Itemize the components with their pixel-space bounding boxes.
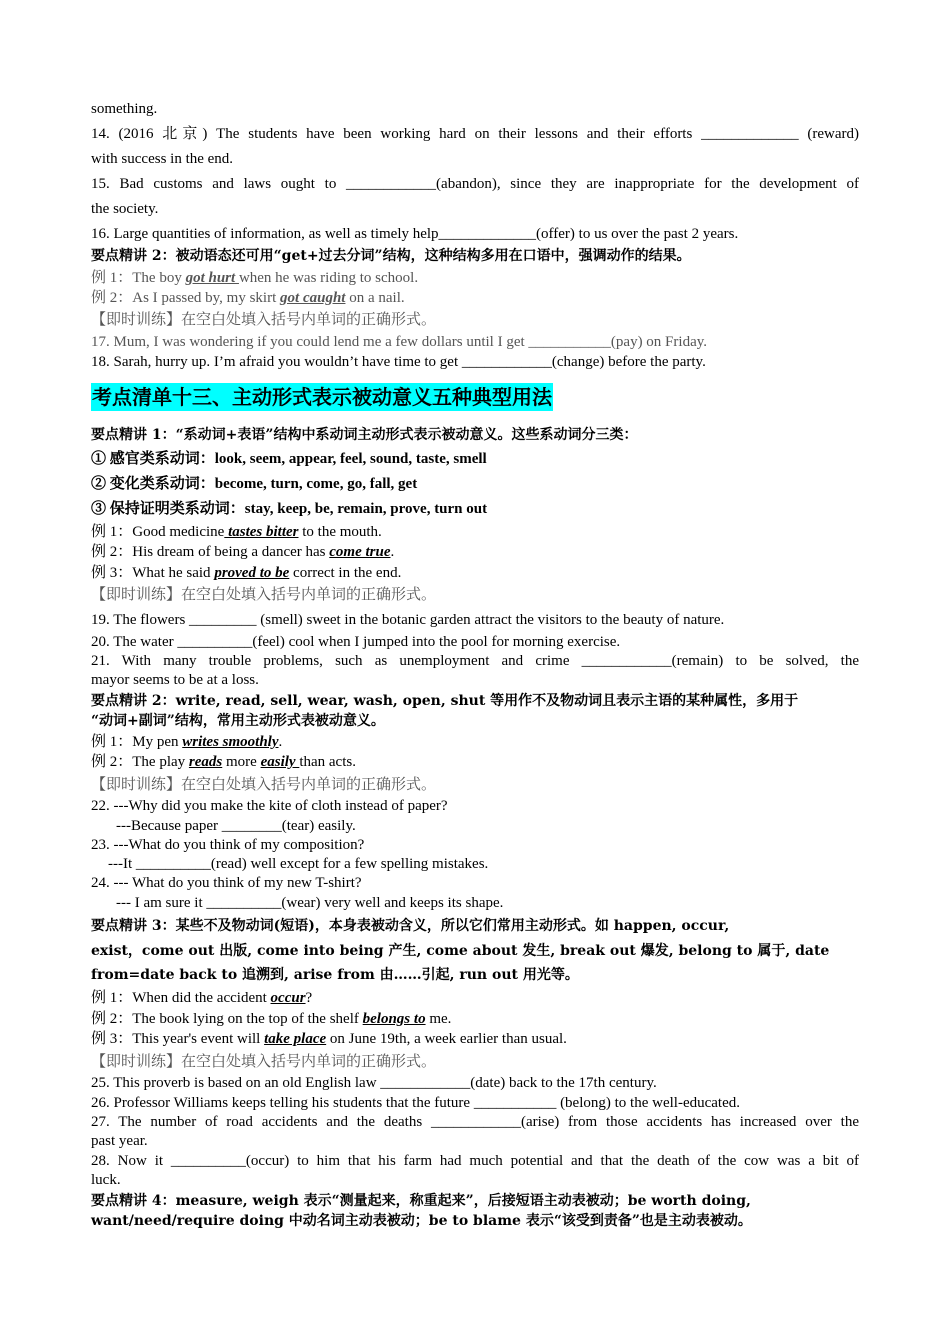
example-text: 例 3：What he said bbox=[91, 565, 215, 581]
example-text: me. bbox=[425, 1011, 452, 1027]
s13-p2-example-1 bbox=[91, 733, 859, 752]
section13-key-point-2-cont: “动词+副词”结构，常用主动形式表被动意义。 bbox=[91, 713, 385, 729]
example-text: 例 1：When did the accident bbox=[91, 990, 271, 1006]
highlight-phrase: take place bbox=[264, 1031, 327, 1047]
question-19: 19. The flowers _________ (smell) sweet in the botanic garden attract the visitors to the beauty of nature. bbox=[91, 612, 725, 628]
s13-example-1 bbox=[91, 523, 859, 542]
example-text: when he was riding to school. bbox=[238, 270, 419, 286]
highlight-phrase: tastes bitter bbox=[224, 524, 299, 540]
highlight-phrase: proved to be bbox=[214, 565, 290, 581]
question-14: 14. (2016 北京) The students have been working hard on their lessons and their efforts _____________ (reward) bbox=[91, 126, 859, 142]
linking-verb-sense: ① 感官类系动词：look, seem, appear, feel, sound, taste, smell bbox=[91, 451, 487, 467]
section-title: 考点清单十三、主动形式表示被动意义五种典型用法 bbox=[92, 385, 552, 409]
example-get-2 bbox=[91, 289, 859, 308]
highlight-phrase: writes smoothly bbox=[182, 734, 279, 750]
s13-p3-example-2 bbox=[91, 1010, 859, 1029]
question-18: 18. Sarah, hurry up. I’m afraid you wouldn’t have time to get ____________(change) before the party. bbox=[91, 354, 706, 370]
section13-key-point-3: 要点精讲 3：某些不及物动词(短语)，本身表被动含义，所以它们常用主动形式。如 happen, occur, bbox=[91, 918, 730, 934]
s13-example-2 bbox=[91, 543, 859, 562]
linking-verb-keep: ③ 保持证明类系动词：stay, keep, be, remain, prove, turn out bbox=[91, 501, 488, 517]
example-text: 例 2：As I passed by, my skirt bbox=[91, 290, 281, 306]
question-24: 24. --- What do you think of my new T-shirt? bbox=[91, 875, 362, 891]
question-27: 27. The number of road accidents and the deaths ____________(arise) from those accidents has increased over the bbox=[91, 1114, 859, 1130]
highlight-phrase: got hurt bbox=[185, 270, 239, 286]
question-15: 15. Bad customs and laws ought to ____________(abandon), since they are inappropriate for the development of bbox=[91, 176, 859, 192]
section13-key-point-4: 要点精讲 4：measure, weigh 表示“测量起来，称重起来”，后接短语主动表被动；be worth doing, bbox=[91, 1193, 751, 1209]
question-21: 21. With many trouble problems, such as unemployment and crime ____________(remain) to be solved, the bbox=[91, 653, 859, 669]
question-24-answer: --- I am sure it __________(wear) very well and keeps its shape. bbox=[116, 895, 504, 911]
question-14-cont: with success in the end. bbox=[91, 151, 234, 167]
example-text: 例 1：Good medicine bbox=[91, 524, 225, 540]
section13-key-point-3-cont2: from=date back to 追溯到, arise from 由……引起, run out 用光等。 bbox=[91, 967, 579, 983]
highlight-phrase: reads bbox=[188, 754, 223, 770]
example-text: 例 2：The play bbox=[91, 754, 189, 770]
key-point-2-heading: 要点精讲 2：被动语态还可用“get+过去分词”结构，这种结构多用在口语中，强调动作的结果。 bbox=[91, 248, 691, 264]
example-text: 例 1：The boy bbox=[91, 270, 186, 286]
practice-label: 【即时训练】在空白处填入括号内单词的正确形式。 bbox=[91, 777, 437, 793]
question-15-cont: the society. bbox=[91, 201, 159, 217]
question-22: 22. ---Why did you make the kite of cloth instead of paper? bbox=[91, 798, 448, 814]
example-text: 例 2：His dream of being a dancer has bbox=[91, 544, 330, 560]
question-26: 26. Professor Williams keeps telling his students that the future ___________ (belong) to the well-educated. bbox=[91, 1095, 740, 1111]
example-text: on a nail. bbox=[345, 290, 405, 306]
highlight-phrase: got caught bbox=[280, 290, 346, 306]
section13-key-point-1: 要点精讲 1：“系动词+表语”结构中系动词主动形式表示被动意义。这些系动词分三类： bbox=[91, 427, 638, 443]
section13-key-point-3-cont: exist，come out 出版, come into being 产生, come about 发生, break out 爆发, belong to 属于, date bbox=[91, 943, 830, 959]
question-28-cont: luck. bbox=[91, 1172, 121, 1188]
example-text: . bbox=[390, 544, 395, 560]
section13-key-point-4-cont: want/need/require doing 中动名词主动表被动；be to blame 表示“该受到责备”也是主动表被动。 bbox=[91, 1213, 752, 1229]
practice-label: 【即时训练】在空白处填入括号内单词的正确形式。 bbox=[91, 587, 437, 603]
example-text: 例 1：My pen bbox=[91, 734, 183, 750]
question-28: 28. Now it __________(occur) to him that his farm had much potential and that the death of the cow was a bit of bbox=[91, 1153, 859, 1169]
s13-p2-example-2 bbox=[91, 753, 859, 772]
highlight-phrase: occur bbox=[270, 990, 306, 1006]
highlight-phrase: come true bbox=[329, 544, 391, 560]
question-25: 25. This proverb is based on an old English law ____________(date) back to the 17th century. bbox=[91, 1075, 657, 1091]
question-27-cont: past year. bbox=[91, 1133, 148, 1149]
practice-label: 【即时训练】在空白处填入括号内单词的正确形式。 bbox=[91, 312, 437, 328]
example-text: on June 19th, a week earlier than usual. bbox=[326, 1031, 567, 1047]
section13-key-point-2: 要点精讲 2：write, read, sell, wear, wash, open, shut 等用作不及物动词且表示主语的某种属性，多用于 bbox=[91, 693, 799, 709]
example-text: than acts. bbox=[299, 754, 356, 770]
linking-verb-change: ② 变化类系动词：become, turn, come, go, fall, get bbox=[91, 476, 418, 492]
question-23-answer: ---It __________(read) well except for a few spelling mistakes. bbox=[108, 856, 489, 872]
highlight-phrase: easily bbox=[260, 754, 300, 770]
question-17: 17. Mum, I was wondering if you could lend me a few dollars until I get ___________(pay) on Friday. bbox=[91, 334, 707, 350]
example-text: to the mouth. bbox=[298, 524, 382, 540]
practice-label: 【即时训练】在空白处填入括号内单词的正确形式。 bbox=[91, 1054, 437, 1070]
question-23: 23. ---What do you think of my composition? bbox=[91, 837, 365, 853]
highlight-phrase: belongs to bbox=[362, 1011, 426, 1027]
question-20: 20. The water __________(feel) cool when I jumped into the pool for morning exercise. bbox=[91, 634, 621, 650]
question-22-answer: ---Because paper ________(tear) easily. bbox=[116, 818, 356, 834]
example-text: more bbox=[222, 754, 261, 770]
s13-example-3 bbox=[91, 564, 859, 583]
s13-p3-example-3 bbox=[91, 1030, 859, 1049]
example-text: 例 2：The book lying on the top of the shelf bbox=[91, 1011, 363, 1027]
s13-p3-example-1 bbox=[91, 989, 859, 1008]
example-text: correct in the end. bbox=[289, 565, 402, 581]
question-16: 16. Large quantities of information, as well as timely help_____________(offer) to us over the past 2 years. bbox=[91, 226, 739, 242]
example-text: 例 3：This year's event will bbox=[91, 1031, 265, 1047]
text-line: something. bbox=[91, 101, 158, 117]
example-text: . bbox=[278, 734, 283, 750]
example-text: ? bbox=[305, 990, 313, 1006]
question-21-cont: mayor seems to be at a loss. bbox=[91, 672, 259, 688]
example-get-1 bbox=[91, 269, 859, 288]
